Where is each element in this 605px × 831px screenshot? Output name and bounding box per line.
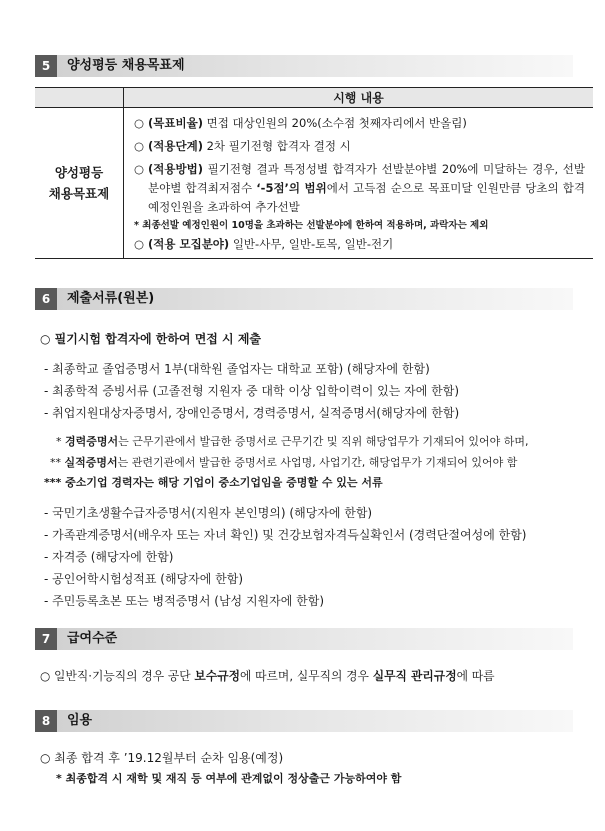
- item-apply-method: ○ (적용방법) 필기전형 결과 특정성별 합격자가 선발분야별 20%에 미달하는 경우, 선발분야별 합격최저점수 ‘-5점’의 범위에서 고득점 순으로 목표미달 인원만큼 당초의 합격예정인원을 초과하여 추가선발: [134, 162, 585, 214]
- item-apply-stage: ○ (적용단계) 2차 필기전형 합격자 결정 시: [134, 139, 351, 153]
- doc-item: - 최종학교 졸업증명서 1부(대학원 졸업자는 대학교 포함) (해당자에 한함): [44, 362, 430, 376]
- section-6-header: [35, 288, 573, 310]
- section-6-title: 제출서류(원본): [67, 291, 155, 306]
- table-header: 시행 내용: [124, 88, 594, 108]
- appointment-note: * 최종합격 시 재학 및 재직 등 여부에 관계없이 정상출근 가능하여야 함: [56, 772, 402, 785]
- doc-item: - 공인어학시험성적표 (해당자에 한함): [44, 572, 244, 586]
- appointment-line: ○ 최종 합격 후 ’19.12월부터 순차 임용(예정): [40, 751, 284, 765]
- selection-note: * 최종선발 예정인원이 10명을 초과하는 선발분야에 한하여 적용하며, 과락자는 제외: [134, 220, 489, 231]
- performance-cert-note: ** 실적증명서는 관련기관에서 발급한 증명서로 사업명, 사업기간, 해당업무가 기재되어 있어야 함: [50, 456, 518, 469]
- section-8-number: 8: [35, 710, 57, 732]
- row-label-line-1: 양성평등: [54, 165, 104, 180]
- section-7-title: 급여수준: [67, 631, 118, 646]
- row-label: [35, 108, 124, 259]
- doc-item: - 취업지원대상자증명서, 장애인증명서, 경력증명서, 실적증명서(해당자에 한함): [44, 406, 460, 420]
- item-target-ratio: ○ (목표비율) 면접 대상인원의 20%(소수점 첫째자리에서 반올림): [134, 116, 467, 130]
- section-8-title: 임용: [67, 713, 93, 728]
- doc-item: - 국민기초생활수급자증명서(지원자 본인명의) (해당자에 한함): [44, 506, 373, 520]
- row-label-line-2: 채용목표제: [48, 186, 110, 201]
- section-7-number: 7: [35, 628, 57, 650]
- section-8-header: [35, 710, 573, 732]
- doc-item: - 최종학적 증빙서류 (고졸전형 지원자 중 대학 이상 입학이력이 있는 자에 한함): [44, 384, 460, 398]
- career-cert-note: * 경력증명서는 근무기관에서 발급한 증명서로 근무기간 및 직위 해당업무가 기재되어 있어야 하며,: [56, 435, 529, 448]
- doc-item: - 자격증 (해당자에 한함): [44, 550, 174, 564]
- doc-item: - 가족관계증명서(배우자 또는 자녀 확인) 및 건강보험자격득실확인서 (경력단절여성에 한함): [44, 528, 527, 542]
- gender-equality-table: [35, 87, 593, 259]
- section-5-header: [35, 55, 573, 77]
- table-corner: [35, 88, 124, 108]
- submission-lead: ○ 필기시험 합격자에 한하여 면접 시 제출: [40, 332, 262, 346]
- section-7-header: [35, 628, 573, 650]
- salary-line: ○ 일반직·기능직의 경우 공단 보수규정에 따르며, 실무직의 경우 실무직 관리규정에 따름: [40, 669, 495, 683]
- doc-item: - 주민등록초본 또는 병적증명서 (남성 지원자에 한함): [44, 594, 325, 608]
- section-5-title: 양성평등 채용목표제: [67, 58, 185, 73]
- section-5-number: 5: [35, 55, 57, 77]
- item-apply-fields: ○ (적용 모집분야) 일반-사무, 일반-토목, 일반-전기: [134, 237, 394, 251]
- sme-note: *** 중소기업 경력자는 해당 기업이 중소기업임을 증명할 수 있는 서류: [44, 476, 383, 489]
- table-content: [124, 108, 594, 259]
- section-6-number: 6: [35, 288, 57, 310]
